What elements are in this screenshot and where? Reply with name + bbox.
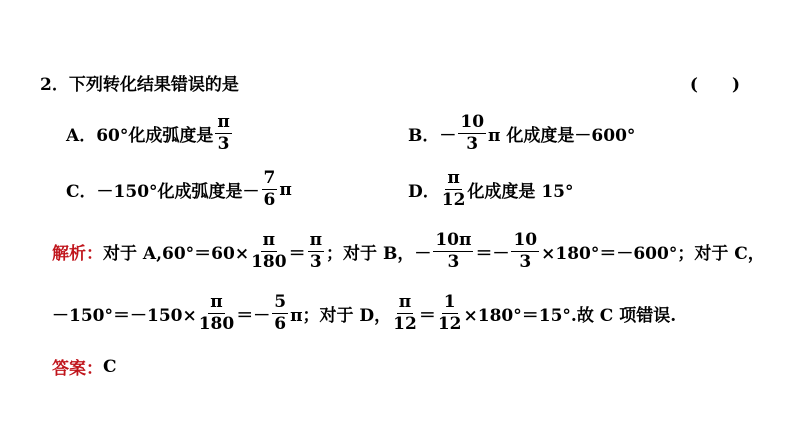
solution-text: ＝	[418, 306, 436, 326]
fraction-denominator: 3	[519, 252, 532, 272]
solution-fraction	[308, 232, 324, 271]
fraction-numerator: 10π	[435, 230, 472, 250]
solution-fraction	[438, 294, 462, 333]
fraction-denominator: 180	[198, 314, 235, 334]
question-stem: 下列转化结果错误的是	[68, 75, 239, 95]
fraction-numerator: 7	[263, 168, 276, 188]
answer-row	[52, 354, 117, 379]
option-c-label: C．	[66, 182, 97, 202]
option-b-label: B．	[408, 126, 440, 146]
solution-heading: 解析：	[52, 244, 103, 264]
solution-fraction	[251, 232, 287, 271]
solution-text: －150°＝－150×	[52, 306, 197, 326]
option-c-suffix: π	[279, 179, 292, 200]
solution-text: 对于 A,60°＝60×	[103, 244, 250, 264]
fraction-numerator: 10	[513, 230, 538, 250]
solution-text: ＝－	[475, 244, 510, 264]
option-d	[408, 170, 574, 209]
answer-blank: ( )	[689, 75, 740, 95]
option-a-fraction	[215, 114, 231, 153]
question-number: 2．	[40, 75, 69, 95]
option-a	[66, 114, 234, 153]
solution-text: π；对于 D，	[290, 306, 392, 326]
solution-line-2	[52, 294, 676, 333]
solution-line-1	[52, 232, 765, 271]
fraction-numerator: 10	[460, 112, 485, 132]
option-a-text: 60°化成弧度是	[96, 126, 214, 146]
answer-heading: 答案：	[52, 359, 103, 379]
question-stem-row	[40, 70, 740, 95]
fraction-denominator: 12	[437, 314, 462, 334]
option-b	[408, 114, 635, 153]
fraction-denominator: 12	[441, 190, 466, 210]
solution-text: ；对于 B，－	[326, 244, 432, 264]
solution-text: ＝－	[236, 306, 271, 326]
option-a-label: A．	[66, 126, 97, 146]
fraction-numerator: π	[398, 292, 412, 312]
solution-fraction	[433, 232, 473, 271]
option-b-fraction	[458, 114, 486, 153]
option-c-text: －150°化成弧度是－	[96, 182, 260, 202]
option-c	[66, 170, 292, 209]
fraction-numerator: π	[262, 230, 276, 250]
solution-fraction	[393, 294, 417, 333]
solution-text: ×180°＝15°.故 C 项错误.	[463, 306, 677, 326]
option-b-suffix: π 化成度是－600°	[488, 126, 636, 146]
fraction-denominator: 3	[466, 134, 479, 154]
fraction-denominator: 12	[393, 314, 417, 334]
solution-fraction	[511, 232, 539, 271]
fraction-denominator: 3	[309, 252, 322, 272]
fraction-denominator: 3	[217, 134, 230, 154]
fraction-numerator: π	[447, 168, 460, 188]
option-c-fraction	[262, 170, 278, 209]
fraction-numerator: π	[210, 292, 223, 312]
option-b-prefix: －	[439, 126, 457, 146]
fraction-numerator: 1	[443, 292, 456, 312]
fraction-numerator: π	[309, 230, 323, 250]
option-d-suffix: 化成度是 15°	[467, 182, 574, 202]
solution-fraction	[272, 294, 288, 333]
answer-value: C	[103, 356, 117, 377]
fraction-numerator: 5	[274, 292, 287, 312]
fraction-denominator: 3	[447, 252, 460, 272]
fraction-numerator: π	[217, 112, 230, 132]
solution-fraction	[199, 294, 235, 333]
option-d-label: D．	[408, 182, 440, 202]
fraction-denominator: 6	[274, 314, 287, 334]
solution-text: ＝	[288, 244, 306, 264]
fraction-denominator: 6	[263, 190, 276, 210]
solution-text: ×180°＝－600°；对于 C，	[541, 244, 765, 264]
fraction-denominator: 180	[251, 252, 287, 272]
option-d-fraction	[442, 170, 466, 209]
